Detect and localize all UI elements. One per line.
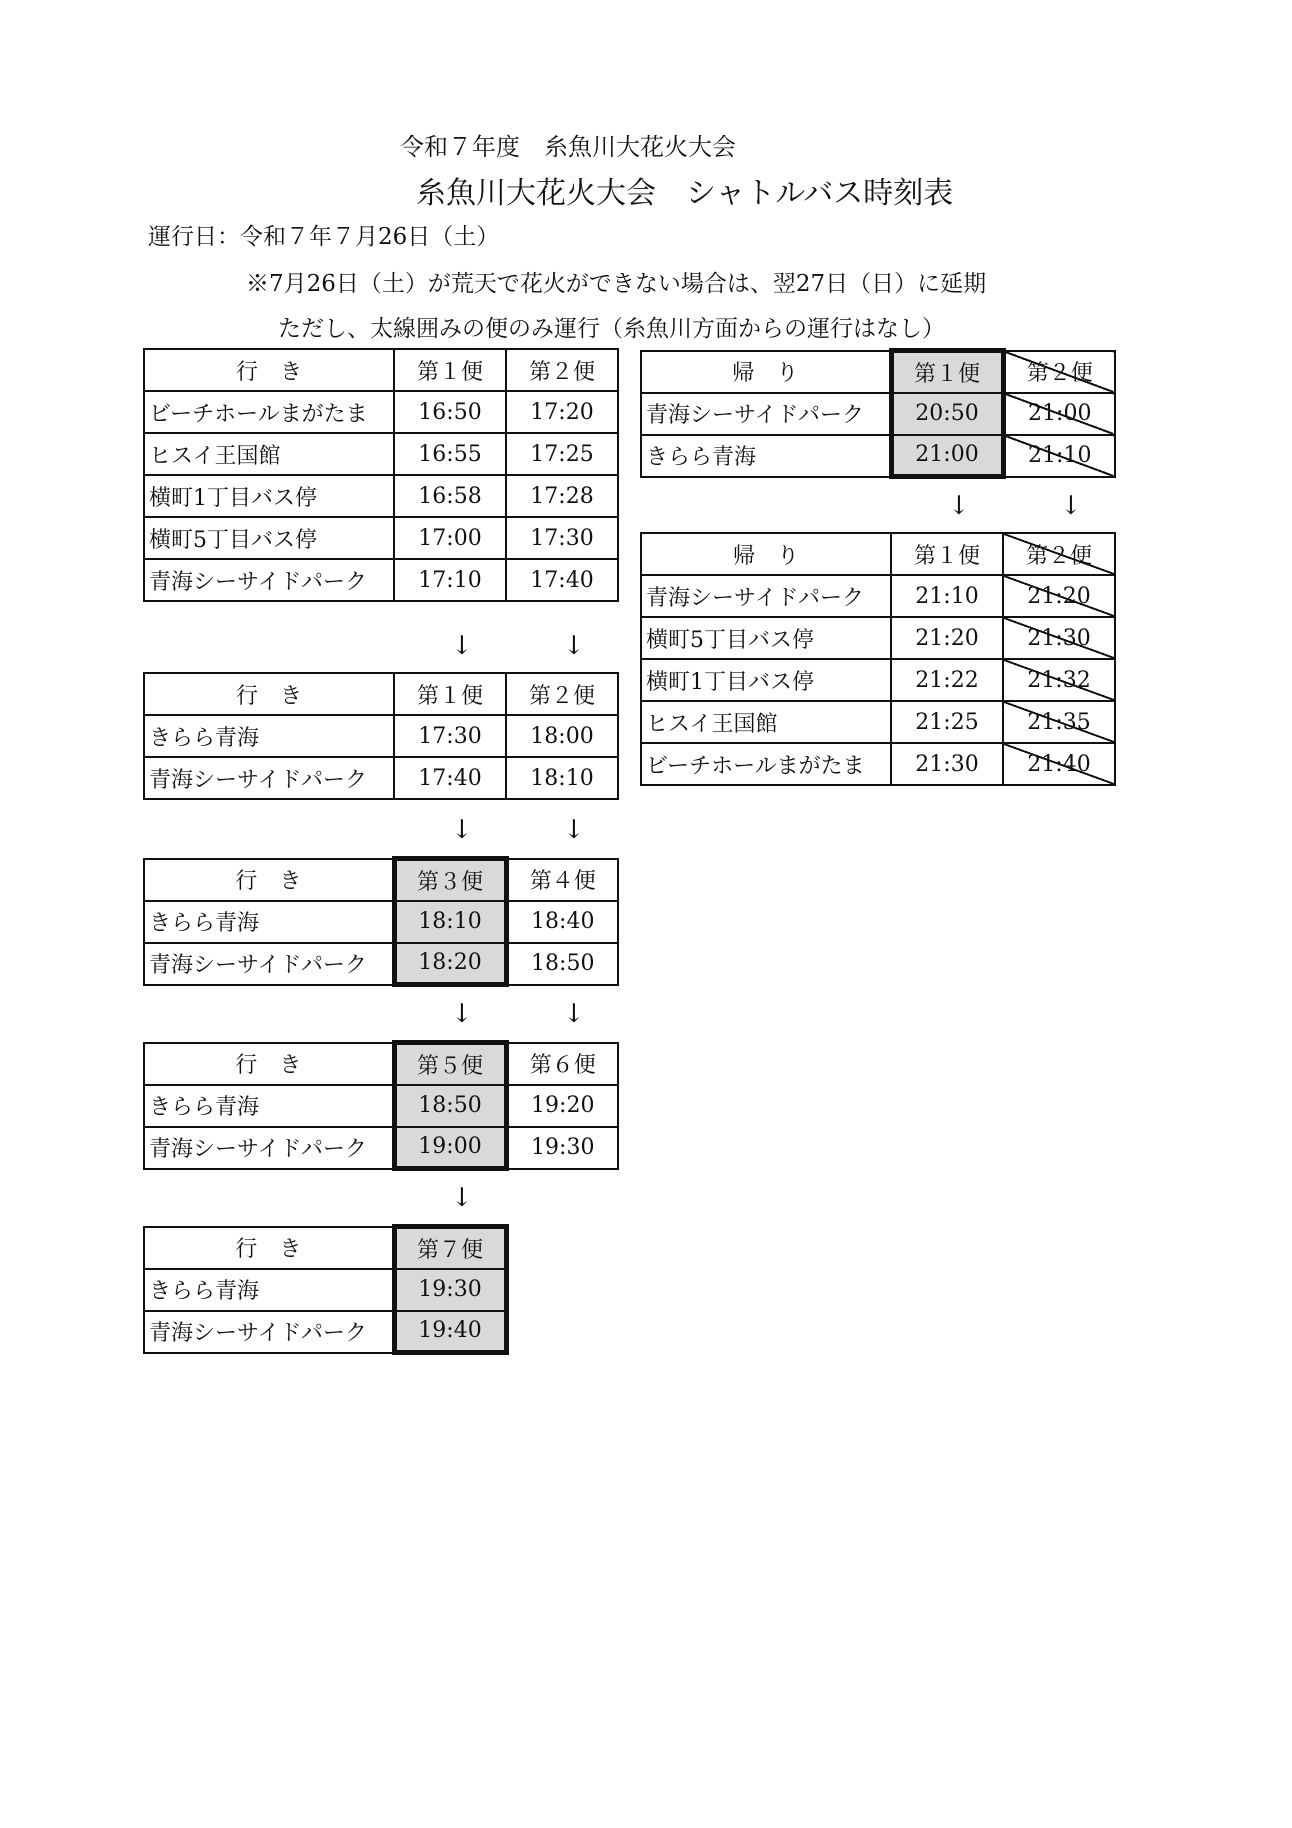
table-row bbox=[641, 659, 1115, 701]
stop-name: きらら青海 bbox=[144, 715, 394, 757]
direction-header: 帰 り bbox=[641, 351, 891, 393]
down-arrow-icon: ↓ bbox=[563, 631, 585, 661]
direction-header: 帰 り bbox=[641, 533, 891, 575]
table-row bbox=[144, 559, 618, 601]
time-cell: 17:25 bbox=[506, 433, 618, 475]
stop-name: きらら青海 bbox=[144, 1269, 394, 1311]
time-cell: 18:50 bbox=[506, 943, 618, 985]
table-row bbox=[144, 901, 618, 943]
time-cell-cancelled: 21:10 bbox=[1003, 435, 1115, 477]
table-header-row bbox=[144, 349, 618, 391]
time-cell: 21:00 bbox=[891, 435, 1003, 477]
table-row bbox=[144, 475, 618, 517]
time-cell: 19:30 bbox=[506, 1127, 618, 1169]
trip-header-cancelled: 第２便 bbox=[1003, 533, 1115, 575]
outbound-table-3 bbox=[143, 856, 619, 987]
time-cell: 20:50 bbox=[891, 393, 1003, 435]
return-table-2 bbox=[640, 532, 1116, 786]
document-subtitle: 令和７年度 糸魚川大花火大会 bbox=[400, 133, 736, 161]
table-row bbox=[144, 391, 618, 433]
document-title: 糸魚川大花火大会 シャトルバス時刻表 bbox=[416, 176, 954, 211]
stop-name: 青海シーサイドパーク bbox=[144, 943, 394, 985]
stop-name: 青海シーサイドパーク bbox=[641, 575, 891, 617]
stop-name: ヒスイ王国館 bbox=[144, 433, 394, 475]
trip-header: 第５便 bbox=[394, 1043, 506, 1085]
outbound-table-4 bbox=[143, 1040, 619, 1171]
time-cell: 17:40 bbox=[394, 757, 506, 799]
time-cell: 17:30 bbox=[506, 517, 618, 559]
trip-header: 第７便 bbox=[394, 1227, 506, 1269]
stop-name: 青海シーサイドパーク bbox=[144, 1311, 394, 1353]
table-row bbox=[144, 1127, 618, 1169]
time-cell: 17:28 bbox=[506, 475, 618, 517]
table-row bbox=[144, 1269, 506, 1311]
down-arrow-icon: ↓ bbox=[451, 999, 473, 1029]
time-cell: 18:40 bbox=[506, 901, 618, 943]
stop-name: 横町1丁目バス停 bbox=[641, 659, 891, 701]
table-row bbox=[641, 435, 1115, 477]
trip-header: 第２便 bbox=[506, 349, 618, 391]
direction-header: 行 き bbox=[144, 673, 394, 715]
time-cell: 21:20 bbox=[891, 617, 1003, 659]
stop-name: 横町5丁目バス停 bbox=[144, 517, 394, 559]
table-row bbox=[144, 943, 618, 985]
trip-header: 第１便 bbox=[891, 351, 1003, 393]
outbound-table-2 bbox=[143, 672, 619, 800]
time-cell: 19:30 bbox=[394, 1269, 506, 1311]
direction-header: 行 き bbox=[144, 1043, 394, 1085]
down-arrow-icon: ↓ bbox=[451, 815, 473, 845]
table-header-row bbox=[144, 1043, 618, 1085]
time-cell: 21:30 bbox=[891, 743, 1003, 785]
trip-header: 第６便 bbox=[506, 1043, 618, 1085]
table-row bbox=[641, 617, 1115, 659]
time-cell: 19:40 bbox=[394, 1311, 506, 1353]
time-cell-cancelled: 21:20 bbox=[1003, 575, 1115, 617]
table-header-row bbox=[144, 673, 618, 715]
stop-name: きらら青海 bbox=[144, 1085, 394, 1127]
stop-name: 青海シーサイドパーク bbox=[641, 393, 891, 435]
stop-name: 青海シーサイドパーク bbox=[144, 1127, 394, 1169]
time-cell-cancelled: 21:40 bbox=[1003, 743, 1115, 785]
down-arrow-icon: ↓ bbox=[563, 999, 585, 1029]
down-arrow-icon: ↓ bbox=[451, 1183, 473, 1213]
down-arrow-icon: ↓ bbox=[1060, 491, 1082, 521]
table-row bbox=[144, 433, 618, 475]
table-row bbox=[144, 517, 618, 559]
time-cell-cancelled: 21:30 bbox=[1003, 617, 1115, 659]
time-cell-cancelled: 21:35 bbox=[1003, 701, 1115, 743]
stop-name: 横町1丁目バス停 bbox=[144, 475, 394, 517]
time-cell: 21:25 bbox=[891, 701, 1003, 743]
time-cell: 21:22 bbox=[891, 659, 1003, 701]
time-cell: 19:20 bbox=[506, 1085, 618, 1127]
time-cell-cancelled: 21:32 bbox=[1003, 659, 1115, 701]
table-row bbox=[144, 715, 618, 757]
stop-name: ビーチホールまがたま bbox=[144, 391, 394, 433]
trip-header-cancelled: 第２便 bbox=[1003, 351, 1115, 393]
postponement-note: ※7月26日（土）が荒天で花火ができない場合は、翌27日（日）に延期 bbox=[246, 271, 987, 297]
time-cell: 17:40 bbox=[506, 559, 618, 601]
direction-header: 行 き bbox=[144, 349, 394, 391]
table-row bbox=[641, 701, 1115, 743]
table-row bbox=[641, 743, 1115, 785]
table-row bbox=[144, 1085, 618, 1127]
table-header-row bbox=[144, 859, 618, 901]
trip-header: 第４便 bbox=[506, 859, 618, 901]
trip-header: 第３便 bbox=[394, 859, 506, 901]
stop-name: ヒスイ王国館 bbox=[641, 701, 891, 743]
trip-header: 第２便 bbox=[506, 673, 618, 715]
time-cell: 18:00 bbox=[506, 715, 618, 757]
table-row bbox=[641, 575, 1115, 617]
down-arrow-icon: ↓ bbox=[451, 631, 473, 661]
table-row bbox=[144, 757, 618, 799]
stop-name: 青海シーサイドパーク bbox=[144, 559, 394, 601]
trip-header: 第１便 bbox=[394, 349, 506, 391]
stop-name: ビーチホールまがたま bbox=[641, 743, 891, 785]
time-cell: 16:50 bbox=[394, 391, 506, 433]
table-row bbox=[641, 393, 1115, 435]
stop-name: 横町5丁目バス停 bbox=[641, 617, 891, 659]
trip-header: 第１便 bbox=[891, 533, 1003, 575]
time-cell: 17:10 bbox=[394, 559, 506, 601]
time-cell: 17:20 bbox=[506, 391, 618, 433]
time-cell-cancelled: 21:00 bbox=[1003, 393, 1115, 435]
time-cell: 18:50 bbox=[394, 1085, 506, 1127]
outbound-table-5 bbox=[143, 1224, 509, 1355]
down-arrow-icon: ↓ bbox=[563, 815, 585, 845]
time-cell: 16:55 bbox=[394, 433, 506, 475]
stop-name: きらら青海 bbox=[641, 435, 891, 477]
return-table-1 bbox=[640, 348, 1116, 479]
direction-header: 行 き bbox=[144, 859, 394, 901]
time-cell: 19:00 bbox=[394, 1127, 506, 1169]
time-cell: 21:10 bbox=[891, 575, 1003, 617]
operation-day: 運行日：令和７年７月26日（土） bbox=[148, 224, 500, 250]
table-header-row bbox=[144, 1227, 506, 1269]
stop-name: 青海シーサイドパーク bbox=[144, 757, 394, 799]
table-header-row bbox=[641, 351, 1115, 393]
time-cell: 18:20 bbox=[394, 943, 506, 985]
trip-header: 第１便 bbox=[394, 673, 506, 715]
stop-name: きらら青海 bbox=[144, 901, 394, 943]
time-cell: 18:10 bbox=[394, 901, 506, 943]
table-header-row bbox=[641, 533, 1115, 575]
time-cell: 17:00 bbox=[394, 517, 506, 559]
table-row bbox=[144, 1311, 506, 1353]
direction-header: 行 き bbox=[144, 1227, 394, 1269]
down-arrow-icon: ↓ bbox=[948, 491, 970, 521]
time-cell: 18:10 bbox=[506, 757, 618, 799]
bold-outline-note: ただし、太線囲みの便のみ運行（糸魚川方面からの運行はなし） bbox=[278, 316, 945, 342]
outbound-table-1 bbox=[143, 348, 619, 602]
time-cell: 16:58 bbox=[394, 475, 506, 517]
time-cell: 17:30 bbox=[394, 715, 506, 757]
